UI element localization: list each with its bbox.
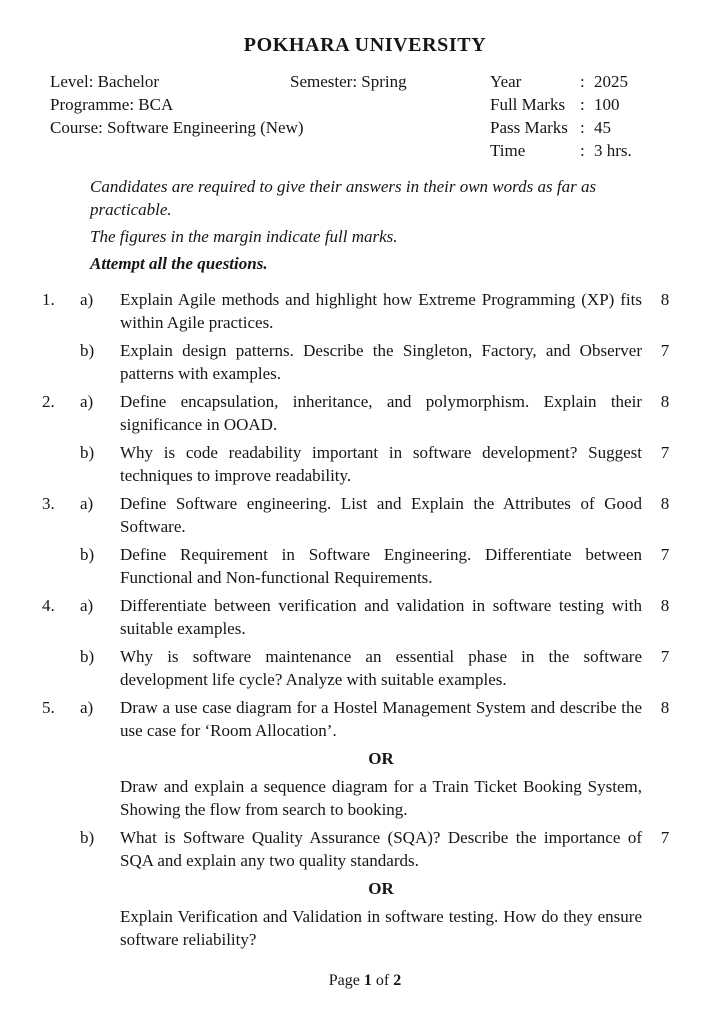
or-row <box>42 747 688 770</box>
question-number <box>42 645 80 691</box>
header-meta <box>490 70 688 162</box>
question-part-row <box>42 543 688 589</box>
instructions-block <box>42 175 642 279</box>
instruction-line: Attempt all the questions. <box>90 254 268 273</box>
footer-of-label: of <box>371 972 394 989</box>
question-number <box>42 775 80 821</box>
question-number <box>42 905 80 951</box>
question-part-letter: a) <box>80 494 94 513</box>
question-part-row <box>42 645 688 691</box>
question-part-letter <box>80 775 120 821</box>
question-part-letter <box>80 877 120 900</box>
question-part-letter: b) <box>80 828 95 847</box>
question-part-text: Draw a use case diagram for a Hostel Management System and describe the use case for ‘Room Allocation’. <box>120 698 642 740</box>
meta-label: Time <box>490 141 526 160</box>
question-part-letter <box>80 747 120 770</box>
course-label: Course: Software Engineering (New) <box>50 118 304 137</box>
question-part-row <box>42 492 688 538</box>
question-number <box>42 543 80 589</box>
question-part-marks <box>642 747 688 770</box>
question-part-letter: a) <box>80 698 94 717</box>
meta-label: Pass Marks <box>490 118 568 137</box>
level-label: Level: Bachelor <box>50 72 160 91</box>
header-left-block <box>50 70 407 162</box>
question-part-row <box>42 441 688 487</box>
colon-separator: : <box>580 118 585 137</box>
or-label: OR <box>368 879 394 898</box>
question-part-marks: 7 <box>660 828 670 847</box>
colon-separator: : <box>580 72 585 91</box>
question-part-marks: 7 <box>660 545 670 564</box>
colon-separator: : <box>580 141 585 160</box>
question-part-letter: a) <box>80 392 94 411</box>
meta-label: Full Marks <box>490 95 566 114</box>
question-part-text: Explain design patterns. Describe the Singleton, Factory, and Observer patterns with examples. <box>120 341 642 383</box>
instruction-line: The figures in the margin indicate full marks. <box>90 227 398 246</box>
semester-label: Semester: Spring <box>290 72 407 91</box>
footer-total-pages: 2 <box>393 972 402 989</box>
footer-current-page: 1 <box>363 972 372 989</box>
question-part-marks: 8 <box>660 494 670 513</box>
questions-list <box>42 288 688 956</box>
page-footer <box>42 970 688 1024</box>
question-part-text: Define encapsulation, inheritance, and polymorphism. Explain their significance in OOAD. <box>120 392 642 434</box>
question-part-text: Draw and explain a sequence diagram for a Train Ticket Booking System, Showing the flow from search to booking. <box>120 777 642 819</box>
question-part-row <box>42 905 688 951</box>
footer-page-label: Page <box>328 972 364 989</box>
header-meta-row <box>490 116 688 139</box>
question-part-row <box>42 826 688 872</box>
question-part-marks <box>642 905 688 951</box>
question-part-marks: 8 <box>660 392 670 411</box>
meta-value: 2025 <box>594 72 628 91</box>
page-title: POKHARA UNIVERSITY <box>243 34 487 56</box>
question-number: 1. <box>42 290 55 309</box>
meta-value: 3 hrs. <box>594 141 632 160</box>
question-number: 5. <box>42 698 55 717</box>
question-part-text: Differentiate between verification and validation in software testing with suitable examples. <box>120 596 642 638</box>
meta-value: 100 <box>594 95 620 114</box>
question-part-text: Explain Verification and Validation in software testing. How do they ensure software reliability? <box>120 907 642 949</box>
question-part-text: Why is software maintenance an essential phase in the software development life cycle? Analyze with suitable examples. <box>120 647 642 689</box>
question-number <box>42 877 80 900</box>
question-number <box>42 826 80 872</box>
question-part-row <box>42 339 688 385</box>
question-part-marks <box>642 877 688 900</box>
question-part-row <box>42 594 688 640</box>
question-part-marks: 7 <box>660 341 670 360</box>
question-part-letter: b) <box>80 545 95 564</box>
header-meta-row <box>490 139 688 162</box>
question-part-text: Define Requirement in Software Engineering. Differentiate between Functional and Non-functional Requirements. <box>120 545 642 587</box>
meta-label: Year <box>490 72 522 91</box>
question-part-row <box>42 775 688 821</box>
programme-label: Programme: BCA <box>50 95 174 114</box>
question-number: 4. <box>42 596 55 615</box>
meta-value: 45 <box>594 118 611 137</box>
question-part-letter: b) <box>80 647 95 666</box>
question-part-letter: a) <box>80 290 94 309</box>
instruction-line: Candidates are required to give their answers in their own words as far as practicable. <box>90 177 597 219</box>
question-number: 3. <box>42 494 55 513</box>
header-info <box>42 70 688 162</box>
header-meta-row <box>490 93 688 116</box>
header-meta-row <box>490 70 688 93</box>
question-part-marks: 8 <box>660 698 670 717</box>
question-part-letter: b) <box>80 341 95 360</box>
question-part-marks <box>642 775 688 821</box>
question-part-letter: b) <box>80 443 95 462</box>
question-part-text: Why is code readability important in software development? Suggest techniques to improve readability. <box>120 443 642 485</box>
question-part-text: Explain Agile methods and highlight how Extreme Programming (XP) fits within Agile practices. <box>120 290 642 332</box>
question-part-letter <box>80 905 120 951</box>
question-number <box>42 339 80 385</box>
question-number <box>42 747 80 770</box>
question-number <box>42 441 80 487</box>
question-part-text: Define Software engineering. List and Explain the Attributes of Good Software. <box>120 494 642 536</box>
question-number: 2. <box>42 392 55 411</box>
question-part-row <box>42 288 688 334</box>
or-label: OR <box>368 749 394 768</box>
colon-separator: : <box>580 95 585 114</box>
question-part-marks: 7 <box>660 443 670 462</box>
question-part-row <box>42 696 688 742</box>
question-part-text: What is Software Quality Assurance (SQA)? Describe the importance of SQA and explain any two quality standards. <box>120 828 642 870</box>
question-part-letter: a) <box>80 596 94 615</box>
question-part-marks: 8 <box>660 290 670 309</box>
or-row <box>42 877 688 900</box>
question-part-row <box>42 390 688 436</box>
question-part-marks: 7 <box>660 647 670 666</box>
question-part-marks: 8 <box>660 596 670 615</box>
